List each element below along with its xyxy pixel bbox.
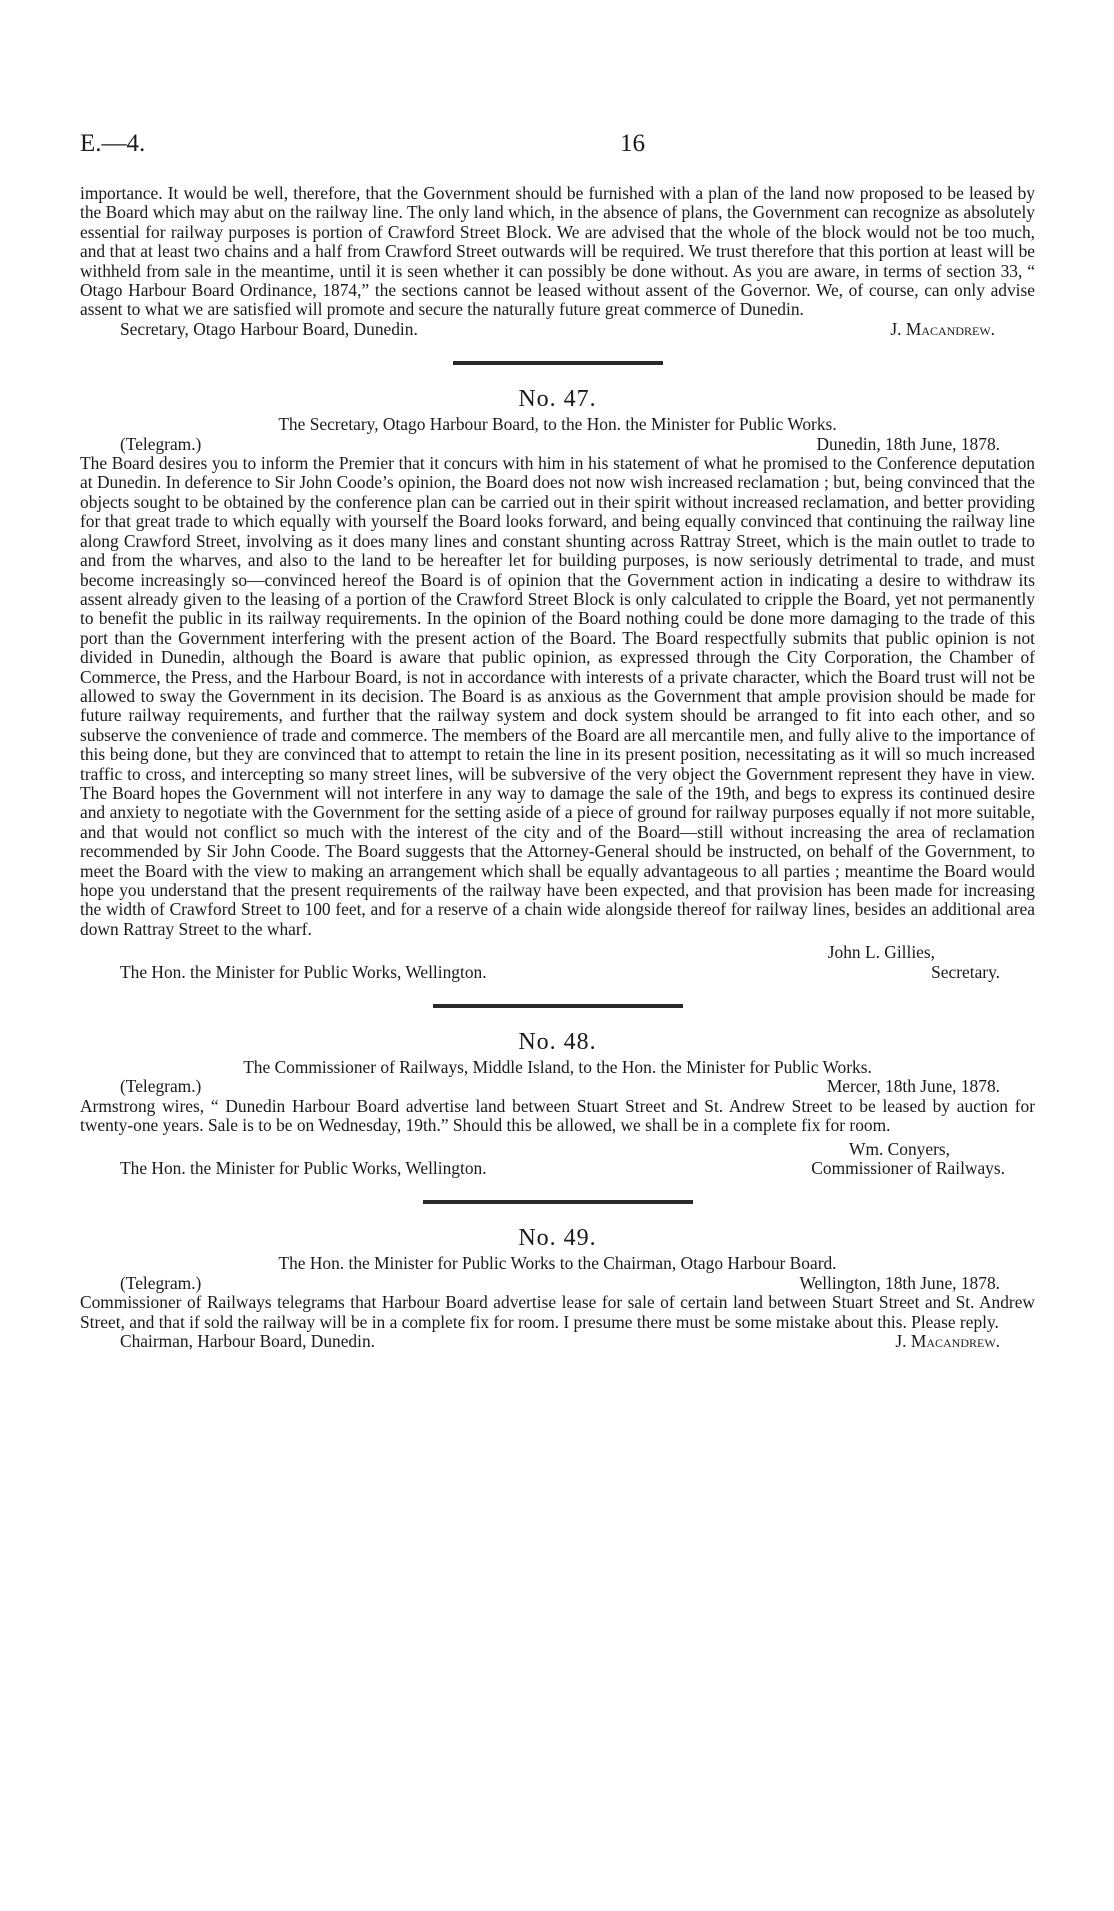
signature-name: John L. Gillies, — [827, 942, 935, 963]
intro-section — [80, 184, 1035, 339]
letter-number-title: No. 49. — [518, 1225, 597, 1252]
place-date: Wellington, 18th June, 1878. — [799, 1272, 1000, 1293]
letter-no-49 — [80, 1224, 1035, 1351]
letter-heading: The Commissioner of Railways, Middle Island, to the Hon. the Minister for Public Works. — [243, 1057, 872, 1078]
place-date: Mercer, 18th June, 1878. — [826, 1076, 1000, 1097]
section-divider — [423, 1200, 693, 1204]
letter-number-title: No. 47. — [518, 386, 597, 413]
telegram-label: (Telegram.) — [120, 1076, 202, 1097]
telegram-line — [80, 1274, 1035, 1293]
intro-paragraph: importance. It would be well, therefore, that the Government should be furnished with a plan of the land now proposed to be leased by the Board which may abut on the railway line. The only land which, in the absence of plans, the Government can recognize as absolutely essential for railway purposes is portion of Crawford Street Block. We are advised that the whole of the block would not be too much, and that at least two chains and a half from Crawford Street outwards will be required. We trust therefore that this portion at least will be withheld from sale in the meantime, until it is seen whether it can possibly be done without. As you are aware, in terms of section 33, “ Otago Harbour Board Ordinance, 1874,” the sections cannot be leased without assent of the Governor. We, of course, can only advise assent to what we are satisfied will promote and secure the naturally future great commerce of Dunedin. — [80, 183, 1035, 320]
telegram-label: (Telegram.) — [120, 1272, 202, 1293]
intro-footer — [80, 320, 1035, 339]
letter-no-47 — [80, 385, 1035, 982]
telegram-label: (Telegram.) — [120, 433, 202, 454]
telegram-line — [80, 1077, 1035, 1096]
letter-addressee: The Hon. the Minister for Public Works, Wellington. — [120, 961, 487, 982]
letter-signature: J. Macandrew. — [895, 1331, 1000, 1352]
letter-body: Armstrong wires, “ Dunedin Harbour Board advertise land between Stuart Street and St. Andrew Street to be leased by auction for twenty-one years. Sale is to be on Wednesday, 19th.” Should this be allowed, we shall be in a complete fix for room. — [80, 1095, 1035, 1136]
letter-footer — [80, 1159, 1035, 1178]
section-divider — [453, 361, 663, 365]
intro-signature: J. Macandrew. — [890, 318, 995, 339]
letter-body: The Board desires you to inform the Premier that it concurs with him in his statement of what he promised to the Conference deputation at Dunedin. In deference to Sir John Coode’s opinion, the Board does not now wish increased reclamation ; but, being convinced that the objects sought to be obtained by the conference plan can be carried out in their spirit without increased reclamation, and better providing for that great trade to which equally with yourself the Board looks forward, and being equally convinced that continuing the railway line along Crawford Street, involving as it does many lines and constant shunting across Rattray Street, which is the main outlet to trade to and from the wharves, and also to the land to be hereafter let for building purposes, is now seriously detrimental to trade, and must become increasingly so—convinced hereof the Board is of opinion that the Government action in indicating a desire to withdraw its assent already given to the leasing of a portion of the Crawford Street Block is only calculated to cripple the Board, yet not permanently to benefit the public in its railway requirements. In the opinion of the Board nothing could be done more damaging to the trade of this port than the Government interfering with the present action of the Board. The Board respectfully submits that public opinion is not divided in Dunedin, although the Board is aware that public opinion, as expressed through the City Corporation, the Chamber of Commerce, the Press, and the Harbour Board, is not in accordance with interests of a private character, which the Board trust will not be allowed to sway the Government in its decision. The Board is as anxious as the Government that ample provision should be made for future railway requirements, and further that the railway system and dock system should be arranged to fit into each other, and so subserve the convenience of trade and commerce. The members of the Board are all mercantile men, and fully alive to the importance of this being done, but they are convinced that to attempt to retain the line in its present position, necessitating as it will so much increased traffic to cross, and intercepting so many street lines, will be subversive of the very object the Government represent they have in view. The Board hopes the Government will not interfere in any way to damage the sale of the 19th, and begs to express its continued desire and anxiety to negotiate with the Government for the setting aside of a piece of ground for railway purposes equally if not more suitable, and that would not conflict so much with the interest of the city and of the Board—still without increasing the area of reclamation recommended by Sir John Coode. The Board suggests that the Attorney-General should be instructed, on behalf of the Government, to meet the Board with the view to making an arrangement which shall be equally advantageous to all parties ; meantime the Board would hope you understand that the present requirements of the railway have been expected, and that provision has been made for increasing the width of Crawford Street to 100 feet, and for a reserve of a chain wide alongside thereof for railway lines, besides an additional area down Rattray Street to the wharf. — [80, 453, 1035, 939]
telegram-line — [80, 435, 1035, 454]
letter-footer — [80, 1332, 1035, 1351]
page-number: 16 — [620, 130, 645, 157]
section-divider — [433, 1004, 683, 1008]
document-reference: E.—4. — [80, 130, 146, 157]
letter-heading: The Secretary, Otago Harbour Board, to the Hon. the Minister for Public Works. — [278, 414, 837, 435]
intro-addressee: Secretary, Otago Harbour Board, Dunedin. — [120, 318, 418, 339]
page-content — [80, 184, 1035, 1352]
letter-number-title: No. 48. — [518, 1029, 597, 1056]
signature-title: Secretary. — [931, 961, 1000, 982]
letter-addressee: Chairman, Harbour Board, Dunedin. — [120, 1331, 376, 1352]
letter-footer — [80, 963, 1035, 982]
letter-body: Commissioner of Railways telegrams that Harbour Board advertise lease for sale of certain land between Stuart Street and St. Andrew Street, and that if sold the railway will be in a complete fix for room. I presume there must be some mistake about this. Please reply. — [80, 1292, 1035, 1332]
letter-addressee: The Hon. the Minister for Public Works, Wellington. — [120, 1158, 487, 1179]
letter-no-48 — [80, 1028, 1035, 1178]
page-header — [80, 130, 1040, 166]
letter-heading: The Hon. the Minister for Public Works to the Chairman, Otago Harbour Board. — [278, 1253, 837, 1274]
signature-title: Commissioner of Railways. — [811, 1158, 1005, 1179]
signature-name: Wm. Conyers, — [849, 1138, 950, 1159]
place-date: Dunedin, 18th June, 1878. — [816, 433, 1000, 454]
